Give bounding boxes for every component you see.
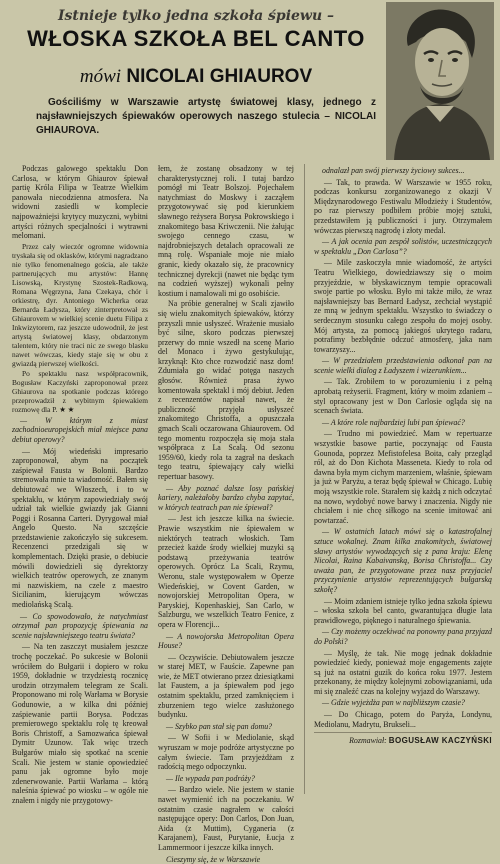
interview-paragraph: — Do Chicago, potem do Paryża, Londynu, Mediolanu, Madrytu, Brukseli...	[314, 710, 492, 729]
interview-paragraph: Po spektaklu nasz współpracownik, Bogusław Kaczyński zaproponował przez Ghiaurova na spotkanie podczas którego przeprowadził z wybitnym śpiewakiem rozmowę dla P. ★ ★	[12, 368, 148, 414]
byline-name: NICOLAI GHIAUROV	[126, 66, 313, 87]
interview-paragraph: — Trudno mi powiedzieć. Mam w repertuarze wszystkie basowe partie, poczynając od Fausta Gounoda, poprzez Mefistofelesa Boita, cały przegląd ról, aż do Don Kichota Masseneta. Kiedy to rola od dawna była mym cichym marzeniem, właśnie, śpiewam ja już w Paryżu, a teraz będę śpiewał w Chicago. Lubię moją wszystkie role. Starałem się każdą z nich odczytać na nowo, wydobyć nowe barwy i znaczenia. Nigdy nie chciałem i nie chcę siłkogo na scenie imitować ani powtarzać.	[314, 429, 492, 525]
interview-question: Cieszymy się, że w Warszawie	[166, 854, 261, 864]
interview-question: — W przedziałem przedstawienia odkonał pan na scenie wielki dialog z Ładyszem i wizerunkiem...	[314, 356, 492, 375]
interview-paragraph: — Moim zdaniem istnieje tylko jedna szkoła śpiewu – włoska szkoła bel canto, gwarantująca długie lata prawidłowego, pięknego i naturalnego śpiewania.	[314, 596, 492, 625]
signature-name: BOGUSŁAW KACZYŃSKI	[388, 736, 492, 746]
interview-paragraph: — Tak. Zrobiłem to w porozumieniu i z pełną aprobatą reżyserii. Fragment, który w moim zdaniem – styl opracowany jest w Don Carlosie ogląda się na scenach świata.	[314, 377, 492, 416]
interview-paragraph: łem, że zostanę obsadzony w tej charakterystycznej roli. I tutaj bardzo pomógł mi Teatr Bolszoj. Pojechałem natychmiast do Moskwy i zacząłem przygotowywać się pod kierunkiem sławnego reżysera Borysa Pokrowskiego i znakomitego basa Kriwczenii. Nie żałując swojego cennego czasu, w najdrobniejszych detalach opracowali ze mną rolę. Wspaniałe moje nie miało granic, kiedy okazało się, że pracownicy technicznej dyrekcji (nawet nie będąc tym na codzień wyższej) wykonali pełny kostium i namalowali mi go osobiście.	[158, 164, 294, 298]
portrait-photo	[386, 2, 494, 160]
interview-paragraph: — Na ten zaszczyt musiałem jeszcze trochę poczekać. Po sukcesie w Bolonii wróciłem do Bułgarii i dopiero w roku 1959, dokładnie w trzydziestą rocznicę urodzin otrzymałem telegram ze Scali. Proponowano mi rolę Warłama w Borysie Godunowie, a w kilka dni później zaśpiewanie partii Borysa. Podczas premierowego spektaklu rolę tę kreował Boris Christoff, a Samozwańca śpiewał Dymitr Uzunow. Tak więc trzech Bułgarów miało się spotkać na scenie Scali. Nie jestem w stanie opowiedzieć panu jak ogromne było moje zdenerwowanie. Partii Warłama – którą naleśnia śpiewać po wiosku – w ogóle nie znałem i nigdy nie przygotowy-	[12, 642, 148, 805]
interview-paragraph: — Oczywiście. Debiutowałem jeszcze w starej MET, w Fauście. Zapewne pan wie, że MET otwierano przez dziesiątkami lat Faustem, a ja śpiewałem pod jego ostatnim spektaklu, przed zamknięciem i zburzeniem tego wielce zasłużonego budynku.	[158, 652, 294, 720]
byline	[16, 66, 376, 88]
interview-paragraph: — Mile zaskoczyła mnie wiadomość, że artyści Teatru Wielkiego, dowiedziawszy się o moim przyjeździe, w błyskawicznym tempie opracowali swoje partie po włosku. Było mi także miło, że wraz najsławniejszy bas Bernard Ładysz, zechciał wystąpić ze mną w jednym spektaklu. Wszystko to świadczy o serdecznym stosunku całego zespołu do mojej osoby. Mój artysta, za pomocą jakiegoś ukrytego radaru, potrafimy bezbłędnie odczuć atmosferę, jaka nam towarzyszy...	[314, 258, 492, 354]
article-columns	[12, 164, 492, 864]
article-header	[0, 0, 500, 162]
column-2	[158, 164, 294, 864]
column-1	[12, 164, 148, 805]
interview-question: — Szybko pan stał się pan domu?	[166, 721, 273, 731]
interview-paragraph: — Mój wiedeński impresario zaproponował, abym na początek zaśpiewał Fausta w Bolonii. Bardzo stremowała mnie ta wiadomość. Bałem się debiutować we Włoszech, i to w spektaklu, w którym zapowiedziały swój udział tak wielkie gwiazdy jak Gianni Poggi i Rosanna Carteri. Dyrygował miał Angelo Questo. Na szczęście przedstawienie zakończyło się sukcesem. Recenzenci przedzigali się w komplementach. Dzięki prasie, o debiucie mówili dowiedzieli się dyrektorzy wielkich teatrów operowych, ze znanym mi nazwiskiem, na czele z maestro Sicilianim, kierującym wówczas mediolańską Scalą.	[12, 446, 148, 610]
interview-paragraph: — Myślę, że tak. Nie mogę jednak dokładnie powiedzieć kiedy, ponieważ moje engagements zajęte są już na ostatni guzik do końca roku 1977. Jestem przekonany, że między kolejnymi zobowiązaniami, uda mi się znaleźć czas na kolejny wyjazd do Warszawy.	[314, 648, 492, 696]
interview-question: — Ile wypada pan podróży?	[166, 773, 255, 783]
interview-question: — W którym z miast zachodnioeuropejskich miał miejsce pana debiut operowy?	[12, 415, 148, 444]
column-3	[314, 164, 492, 794]
interview-paragraph: — Tak, to prawda. W Warszawie w 1955 roku, podczas konkursu zorganizowanego z okazji V Międzynarodowego Festiwalu Młodzieży i Studentów, po raz pierwszy podbiłem próbie mojej sztuki, przedstawiłem ją publiczności i jury. Otrzymałem wówczas pierwszą nagrodę i złoty medal.	[314, 177, 492, 235]
interview-paragraph: Na próbie generalnej w Scali zjawiło się wielu znakomitych śpiewaków, którzy przyszli mnie usłyszeć. Wrażenie musiało być silne, skoro podczas pierwszej przerwy do mnie wszedł na scenę Mario del Monaco i żywo gestykulując, krzyknął: Kto chce rozwodzić nasz dom! Zdumiała go widać potęga naszych głosów. Również prasa żywo komentowała spektakl i mój debiut. Jeden z recenzentów napisał nawet, że publiczność przyjęła usłyszeć znakomitego Christoffa, a opuszczała gmach Scali oczarowana Ghiaurovem. Od tego momentu rozpoczęła się moja stała współpraca z La Scalą. Od sezonu 1959/60, kiedy rola ta zagrał na deskach tego teatru, śpiewający cały wielki repertuar basowy.	[158, 299, 294, 481]
column-divider	[304, 164, 305, 794]
interview-paragraph: Przez cały wieczór ogromne widownia tryskała się od oklasków, którymi nagradzano nie tylko fenomenalnego gościa, ale także partnerujących mu artystów: Hannę Lisowską, Krystynę Szostek-Radkową, Romana Węgrzyna, Jana Czekaya, chór i orkiestrę, dyr. Antoniego Wicherka oraz Bernarda Ładysza, który zinterpretował zs Ghiaurovem w wielkiej scenie duetu Filipa z Inkwizytorem, raz jeszcze udowodnił, że jest artystą światowej klasy, obdarzonym talentem, który nie traci nic ze swego blasku nawet wówczas, kiedy staje się w obu z gwiazdą pierwszej wielkości.	[12, 241, 148, 368]
interview-paragraph: Podczas galowego spektaklu Don Carlosa, w którym Ghiaurov śpiewał partię Króla Filipa w Teatrze Wielkim panowała niecodzienna atmosfera. Na widowni zasiedli w komplecie najpoważniejsi krytycy muzyczni, wybitni artyści różnych specjalności i wytrawni melomani.	[12, 164, 148, 241]
interview-paragraph: — Bardzo wiele. Nie jestem w stanie nawet wymienić ich na poczekaniu. W ostatnim czasie nagrałem w całości następujące opery: Don Carlos, Don Juan, Aida (z Muttim), Cyganeria (z Karajanem), Faust, Purytanie, Łucja z Lammermoor i jeszcze kilka innych.	[158, 785, 294, 852]
interview-question: — Czy możemy oczekiwać na ponowny pana przyjazd do Polski?	[314, 627, 492, 646]
signature-label: Rozmawiał:	[349, 736, 387, 746]
portrait-figure-icon	[386, 2, 494, 160]
lead-paragraph: Gościliśmy w Warszawie artystę światowej klasy, jednego z najsławniejszych śpiewaków operowych naszego stulecia – NICOLAI GHIAUROVA.	[36, 97, 376, 136]
interview-question: — Gdzie wyjeżdża pan w najbliższym czasie?	[322, 698, 465, 708]
signature	[314, 736, 492, 746]
headline: WŁOSKA SZKOŁA BEL CANTO	[27, 26, 365, 51]
interview-question: — Aby poznać dalsze losy pańskiej kariery, należałoby bardzo chyba zapytać, w których teatrach pan nie śpiewał?	[158, 483, 294, 512]
byline-prefix: mówi	[79, 66, 122, 87]
column-3-body	[314, 166, 492, 729]
interview-question: odnalazł pan swój pierwszy życiowy sukces...	[322, 166, 465, 175]
interview-paragraph: — W Sofii i w Mediolanie, skąd wyruszam w moje podróże artystyczne po całym świecie. Tam przyjeżdżam z radością mego odpoczynku.	[158, 733, 294, 772]
interview-question: — A nowojorska Metropolitan Opera House?	[158, 631, 294, 651]
interview-question: — Co spowodowało, że natychmiast otrzymał pan propozycję śpiewania na scenie najsławniejszego teatru świata?	[12, 611, 148, 640]
signature-rule	[314, 732, 492, 733]
interview-question: — W ostatnich latach mówi się o katastrofalnej sztuce wokalnej. Znam kilka znakomitych, światowej sławy artystów wywodzących się z pana kraju: Elenę Nicolai, Raina Kabaivanską, Borisa Christoffa... Czy uważa pan, że przygotowane przez nasz przyjaciel przyczynienie artystów reprezentujących bułgarską szkołę?	[314, 527, 492, 594]
interview-paragraph: — Jest ich jeszcze kilka na świecie. Prawie wszystkim nie śpiewałem w niektórych teatrach włoskich. Tam przecież każde środy wielkiej muzyki są podstawą przeżywania teatrów operowych. Oprócz La Scali, Rzymu, Weronu, stale występowałem w Operze Wiedeńskiej, w Covent Garden, w nowojorskiej Metropolitan Opera, w Paryskiej, Kopenhaskiej, San Carlo, w Salzburgu, we wszelkich Teatro Fenice, z opera w Florencji...	[158, 514, 294, 629]
kicker-quote: Istnieje tylko jedna szkoła śpiewu –	[57, 8, 335, 24]
interview-question: — A które role najbardziej lubi pan śpiewać?	[322, 417, 465, 427]
interview-question: — A jak ocenia pan zespół solistów, uczestniczących w spektaklu „Don Carlosa”?	[314, 237, 492, 256]
